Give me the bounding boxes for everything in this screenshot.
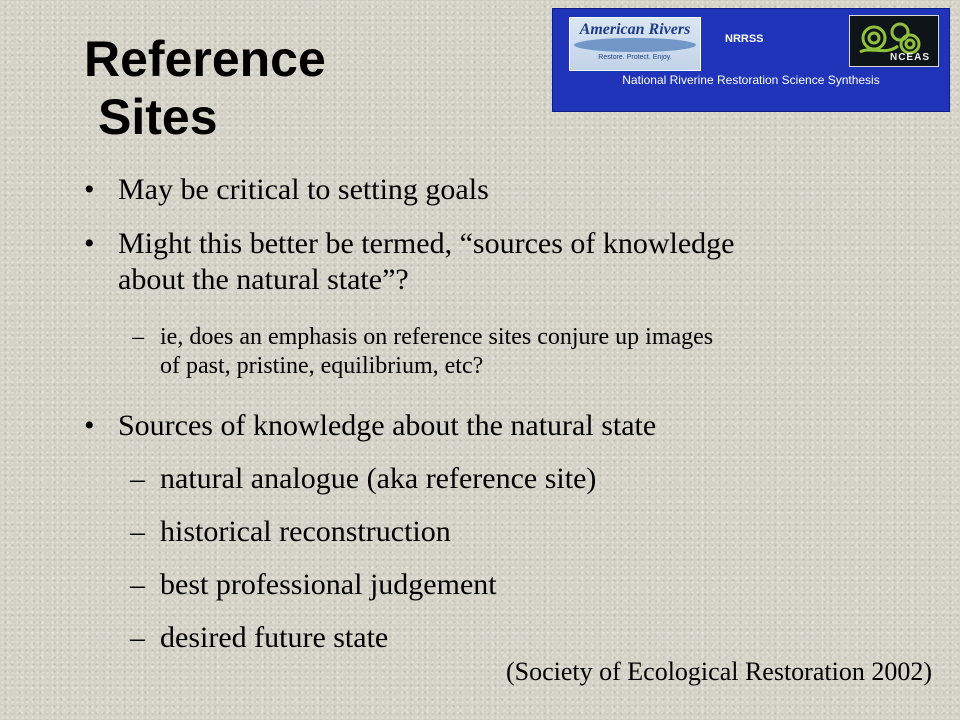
dash-marker: –: [130, 462, 145, 495]
nceas-logo-text: NCEAS: [889, 52, 930, 63]
dash-marker: –: [130, 515, 145, 548]
dash-marker: –: [130, 568, 145, 601]
banner-subtitle: National Riverine Restoration Science Synthesis: [622, 73, 880, 87]
bullet-text-line-1: Might this better be termed, “sources of knowledge: [118, 227, 735, 260]
title-line-1: Reference: [84, 31, 326, 87]
bullet-marker: •: [84, 227, 95, 260]
sub-bullet-text: best professional judgement: [160, 568, 497, 601]
american-rivers-logo-text: American Rivers: [579, 21, 691, 38]
nceas-logo: [849, 15, 939, 67]
dash-marker: –: [132, 324, 144, 350]
dash-marker: –: [130, 621, 145, 654]
slide-title: [84, 30, 326, 146]
sub-bullet-text-line-2: of past, pristine, equilibrium, etc?: [160, 352, 484, 379]
sub-bullet-text: historical reconstruction: [160, 515, 451, 548]
sub-bullet-text: desired future state: [160, 621, 389, 654]
sub-bullet-item: [132, 323, 920, 381]
nrrss-banner: [552, 8, 950, 112]
sub-bullet-item: [130, 567, 920, 603]
nrrss-label: NRRSS: [725, 33, 764, 45]
bullet-marker: •: [84, 409, 95, 442]
bullet-item: [84, 226, 918, 298]
sub-bullet-item: [130, 620, 920, 656]
sub-bullet-item: [130, 514, 920, 550]
bullet-text: Sources of knowledge about the natural state: [118, 409, 657, 442]
sub-bullet-item: [130, 461, 920, 497]
river-wave-icon: [574, 38, 696, 52]
american-rivers-tagline: Restore. Protect. Enjoy.: [598, 54, 672, 61]
bullet-marker: •: [84, 173, 95, 206]
sub-bullet-text-line-1: ie, does an emphasis on reference sites conjure up images: [160, 324, 714, 350]
citation: (Society of Ecological Restoration 2002): [505, 657, 932, 686]
bullet-text-line-2: about the natural state”?: [118, 263, 409, 296]
bullet-item: [84, 408, 918, 444]
bullet-item: [84, 172, 918, 208]
sub-bullet-text: natural analogue (aka reference site): [160, 462, 597, 495]
american-rivers-logo: [569, 17, 701, 71]
bullet-text: May be critical to setting goals: [118, 173, 489, 206]
title-line-2: Sites: [98, 89, 218, 145]
